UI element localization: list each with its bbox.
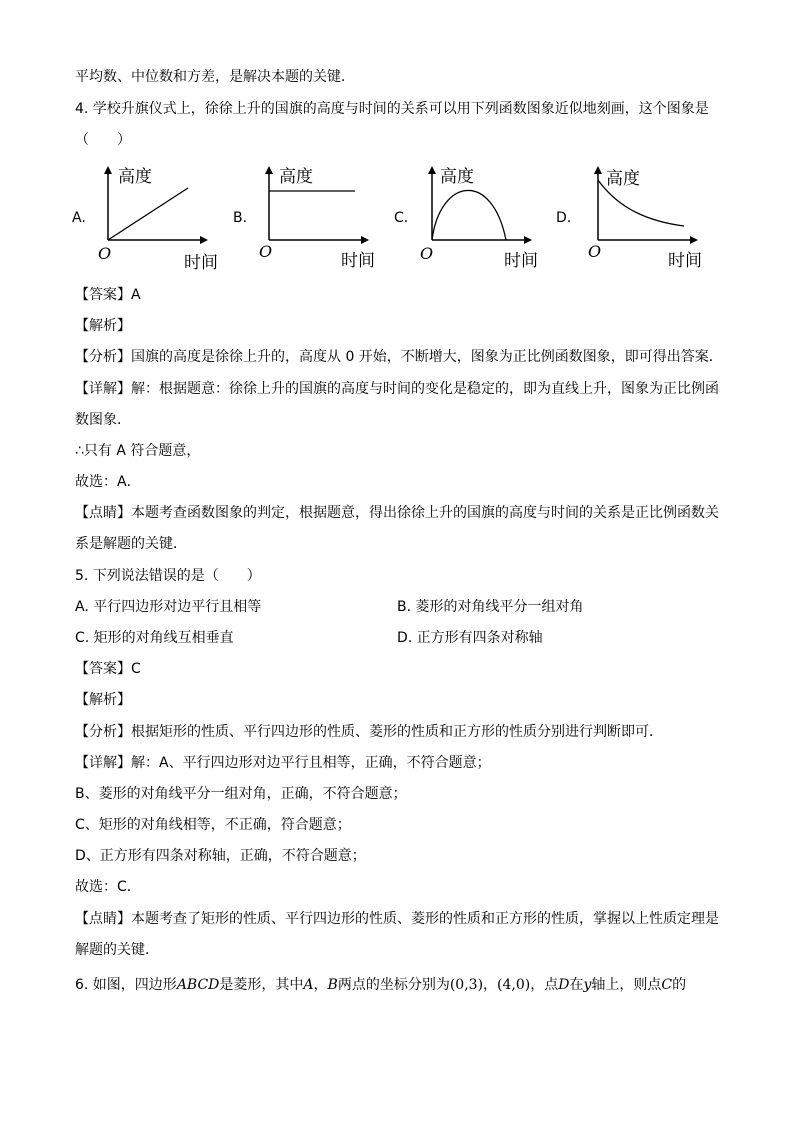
graph-arch-curve bbox=[432, 190, 506, 240]
analysis-4: 【分析】国旗的高度是徐徐上升的，高度从 0 开始，不断增大，图象为正比例函数图象，即可得出答案． bbox=[75, 349, 723, 365]
comment-5-line-1: 【点睛】本题考查了矩形的性质、平行四边形的性质、菱形的性质和正方形的性质，掌握以上性质定理是 bbox=[75, 911, 719, 927]
x-axis-label: 时间 bbox=[668, 251, 702, 271]
q6-text: ， bbox=[483, 977, 498, 993]
option-label: D. bbox=[556, 210, 572, 226]
y-axis-arrow bbox=[104, 166, 112, 174]
option-label: B. bbox=[233, 210, 248, 226]
detail-5-b: B、菱形的对角线平分一组对角，正确，不符合题意； bbox=[75, 786, 407, 802]
q6-point-c: C bbox=[661, 977, 673, 993]
question-4-stem: 4. 学校升旗仪式上，徐徐上升的国旗的高度与时间的关系可以用下列函数图象近似地刻画，这个图象是 bbox=[75, 101, 709, 117]
detail-5: 【详解】解：A、平行四边形对边平行且相等，正确，不符合题意； bbox=[75, 755, 491, 771]
detail-5-d: D、正方形有四条对称轴，正确，不符合题意； bbox=[75, 848, 366, 864]
y-axis-arrow bbox=[265, 166, 273, 174]
therefore-4: ∴只有 A 符合题意， bbox=[75, 443, 201, 459]
comment-4-line-1: 【点睛】本题考查函数图象的判定，根据题意，得出徐徐上升的国旗的高度与时间的关系是正比例函数关 bbox=[75, 505, 719, 521]
q6-text: ， bbox=[313, 977, 328, 993]
graph-rising-line bbox=[108, 188, 188, 240]
detail-5-c: C、矩形的对角线相等，不正确，符合题意； bbox=[75, 817, 351, 833]
y-axis-arrow bbox=[428, 166, 436, 174]
y-axis-label: 高度 bbox=[606, 169, 640, 189]
x-axis-label: 时间 bbox=[341, 251, 375, 271]
x-axis-arrow bbox=[524, 236, 532, 244]
q6-text: 6. 如图，四边形 bbox=[75, 977, 177, 993]
origin-label: O bbox=[420, 244, 434, 263]
question-5-option-a: A. 平行四边形对边平行且相等 bbox=[75, 599, 262, 615]
detail-4-line-2: 数图象． bbox=[75, 412, 131, 428]
graph-option-c bbox=[394, 158, 564, 278]
q6-coord-2: (4,0) bbox=[497, 977, 531, 993]
option-label: A. bbox=[72, 210, 86, 226]
answer-4: 【答案】A bbox=[75, 287, 141, 303]
q6-coord-1: (0,3) bbox=[449, 977, 484, 993]
graph-option-b bbox=[233, 158, 403, 278]
y-axis-label: 高度 bbox=[118, 167, 152, 187]
q6-text: 的 bbox=[672, 977, 687, 993]
answer-5: 【答案】C bbox=[75, 661, 141, 677]
option-label: C. bbox=[394, 210, 409, 226]
q6-text: 两点的坐标分别为 bbox=[337, 977, 450, 993]
question-5-stem: 5. 下列说法错误的是（ ） bbox=[75, 568, 261, 584]
question-4-parens: （ ） bbox=[75, 132, 131, 148]
comment-4-line-2: 系是解题的关键． bbox=[75, 536, 187, 552]
q6-point-d: D bbox=[558, 977, 570, 993]
choice-5: 故选：C． bbox=[75, 879, 141, 895]
x-axis-label: 时间 bbox=[504, 251, 538, 271]
choice-4: 故选：A． bbox=[75, 474, 141, 490]
graph-option-d bbox=[556, 158, 726, 278]
y-axis-label: 高度 bbox=[279, 167, 313, 187]
analysis-heading-5: 【解析】 bbox=[75, 692, 131, 708]
x-axis-label: 时间 bbox=[184, 253, 218, 273]
question-5-option-b: B. 菱形的对角线平分一组对角 bbox=[397, 599, 584, 615]
x-axis-arrow bbox=[200, 236, 208, 244]
y-axis-arrow bbox=[594, 166, 602, 174]
q6-point-b: B bbox=[327, 977, 338, 993]
comment-5-line-2: 解题的关键． bbox=[75, 942, 159, 958]
origin-label: O bbox=[588, 242, 602, 261]
q6-text: ，点 bbox=[530, 977, 559, 993]
detail-4-line-1: 【详解】解：根据题意：徐徐上升的国旗的高度与时间的变化是稳定的，即为直线上升，图象为正比例函 bbox=[75, 381, 719, 397]
origin-label: O bbox=[259, 242, 273, 261]
origin-label: O bbox=[98, 244, 112, 263]
analysis-5: 【分析】根据矩形的性质、平行四边形的性质、菱形的性质和正方形的性质分别进行判断即可． bbox=[75, 724, 663, 740]
analysis-heading-4: 【解析】 bbox=[75, 318, 131, 334]
y-axis-label: 高度 bbox=[440, 167, 474, 187]
x-axis-arrow bbox=[690, 236, 698, 244]
q6-abcd: ABCD bbox=[176, 977, 220, 993]
q6-text: 轴上，则点 bbox=[591, 977, 662, 993]
q6-y: y bbox=[583, 977, 592, 993]
q6-text: 是菱形，其中 bbox=[219, 977, 304, 993]
graph-option-a bbox=[72, 158, 242, 278]
q6-point-a: A bbox=[303, 977, 314, 993]
x-axis-arrow bbox=[361, 236, 369, 244]
question-6-stem bbox=[75, 976, 686, 994]
text-line-average: 平均数、中位数和方差，是解决本题的关键． bbox=[75, 69, 355, 85]
q6-text: 在 bbox=[569, 977, 584, 993]
question-5-option-d: D. 正方形有四条对称轴 bbox=[397, 630, 543, 646]
question-5-option-c: C. 矩形的对角线互相垂直 bbox=[75, 630, 234, 646]
